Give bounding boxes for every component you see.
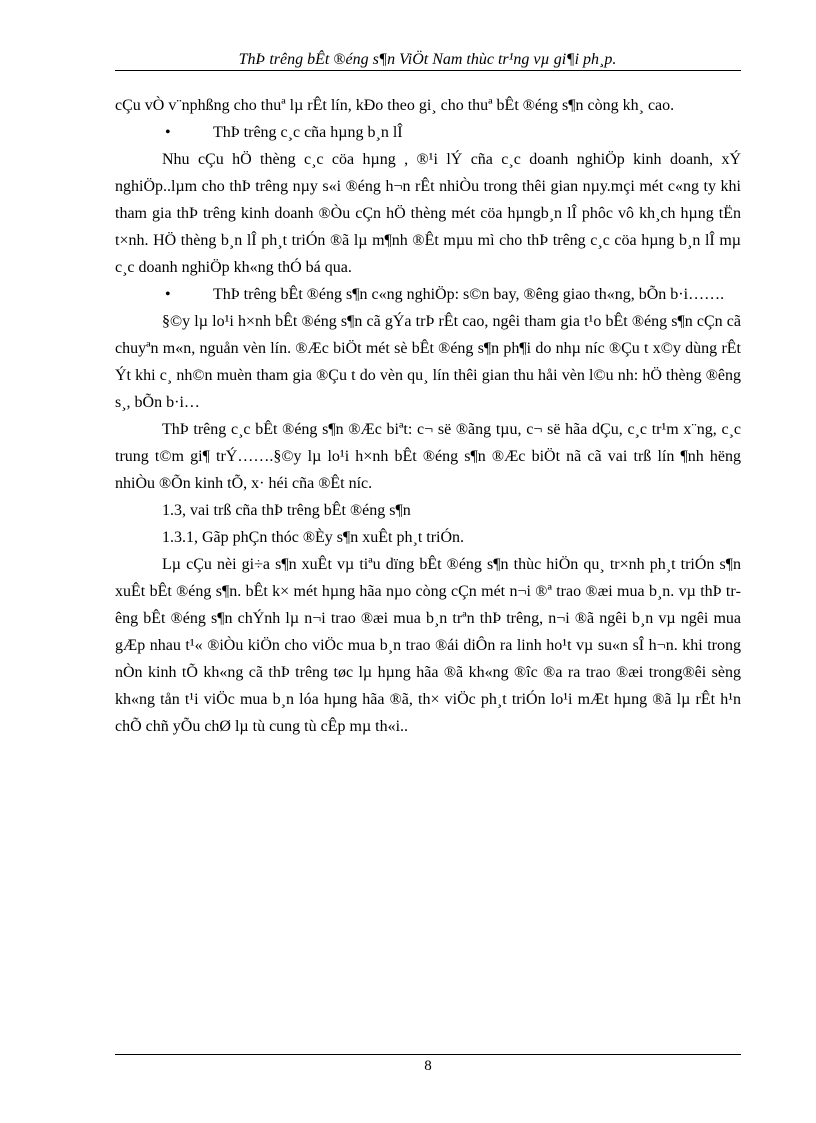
footer-rule xyxy=(115,1054,741,1055)
paragraph: §©y lµ lo¹i h×nh bÊt ®éng s¶n cã gÝa trÞ rÊt cao, ngêi tham gia t¹o bÊt ®éng s¶n cÇn cã chuyªn m«n, nguån vèn lín. ®Æc biÖt mét sè bÊt ®éng s¶n ph¶i do nhµ níc ®Çu t x©y dùng rÊt Ýt khi c¸ nh©n muèn tham gia ®Çu t do vèn qu¸ lín thêi gian thu håi vèn l©u nh: hÖ thèng ®êng s¸, bÕn b·i… xyxy=(115,313,741,411)
paragraph: ThÞ trêng c¸c bÊt ®éng s¶n ®Æc biªt: c¬ së ®ãng tµu, c¬ së hãa dÇu, c¸c tr¹m x¨ng, c¸c trung t©m gi¶ trÝ…….§©y lµ lo¹i h×nh bÊt ®éng s¶n ®Æc biÖt nã cã vai trß lín ¶nh hëng nhiÒu ®Õn kinh tÕ, x· héi cña ®Êt níc. xyxy=(115,421,741,492)
subsection-heading: 1.3.1, Gãp phÇn thóc ®Èy s¶n xuÊt ph¸t triÓn. xyxy=(162,529,465,546)
bullet-text: ThÞ trêng bÊt ®éng s¶n c«ng nghiÖp: s©n bay, ®êng giao th«ng, bÕn b·i……. xyxy=(213,286,725,303)
bullet-text: ThÞ trêng c¸c cña hµng b¸n lÎ xyxy=(213,124,403,141)
header-rule xyxy=(115,70,741,71)
page-number: 8 xyxy=(424,1058,432,1074)
bullet-icon: • xyxy=(165,124,171,141)
section-heading: 1.3, vai trß cña thÞ trêng bÊt ®éng s¶n xyxy=(162,502,411,519)
bullet-item xyxy=(115,119,741,146)
bullet-item xyxy=(115,281,741,308)
paragraph: cÇu vÒ v¨nphßng cho thuª lµ rÊt lín, kÐo theo gi¸ cho thuª bÊt ®éng s¶n còng kh¸ cao. xyxy=(115,97,675,114)
page-body xyxy=(115,92,741,740)
running-header: ThÞ trêng bÊt ®éng s¶n ViÖt Nam thùc tr¹ng vµ gi¶i ph¸p. xyxy=(238,51,617,68)
bullet-icon: • xyxy=(165,286,171,303)
paragraph: Nhu cÇu hÖ thèng c¸c cöa hµng , ®¹i lÝ cña c¸c doanh nghiÖp kinh doanh, xÝ nghiÖp..lµm cho thÞ trêng nµy s«i ®éng h¬n rÊt nhiÒu trong thêi gian nµy.mçi mét c«ng ty khi tham gia thÞ trêng kinh doanh ®Òu cÇn hÖ thèng mét cöa hµngb¸n lÎ phôc vô kh¸ch hµng tËn t×nh. HÖ thèng b¸n lÎ ph¸t triÓn ®ã lµ m¶nh ®Êt mµu mì cho thÞ trêng c¸c cöa hµng b¸n lÎ mµ c¸c doanh nghiÖp kh«ng thÓ bá qua. xyxy=(115,151,741,276)
paragraph: Lµ cÇu nèi gi÷a s¶n xuÊt vµ tiªu dïng bÊt ®éng s¶n thùc hiÖn qu¸ tr×nh ph¸t triÓn s¶n xuÊt bÊt ®éng s¶n. bÊt k× mét hµng hãa nµo còng cÇn mét n¬i ®ª trao ®æi mua b¸n. vµ thÞ trêng bÊt ®éng s¶n chÝnh lµ n¬i trao ®æi mua b¸n trªn thÞ trêng, n¬i ®ã ngêi b¸n vµ ngêi mua gÆp nhau t¹« ®iÒu kiÖn cho viÖc mua b¸n trao ®ái diÔn ra linh ho¹t vµ su«n sÎ h¬n. khi trong nÒn kinh tÕ kh«ng cã thÞ trêng tøc lµ hµng hãa ®ã kh«ng ®îc ®a ra trao ®æi trong®êi sèng kh«ng tån t¹i viÖc mua b¸n lóa hµng hãa ®ã, th× viÖc ph¸t triÓn lo¹i mÆt hµng ®ã lµ rÊt h¹n chÕ chñ yÕu chØ lµ tù cung tù cÊp mµ th«i.. xyxy=(115,556,741,735)
